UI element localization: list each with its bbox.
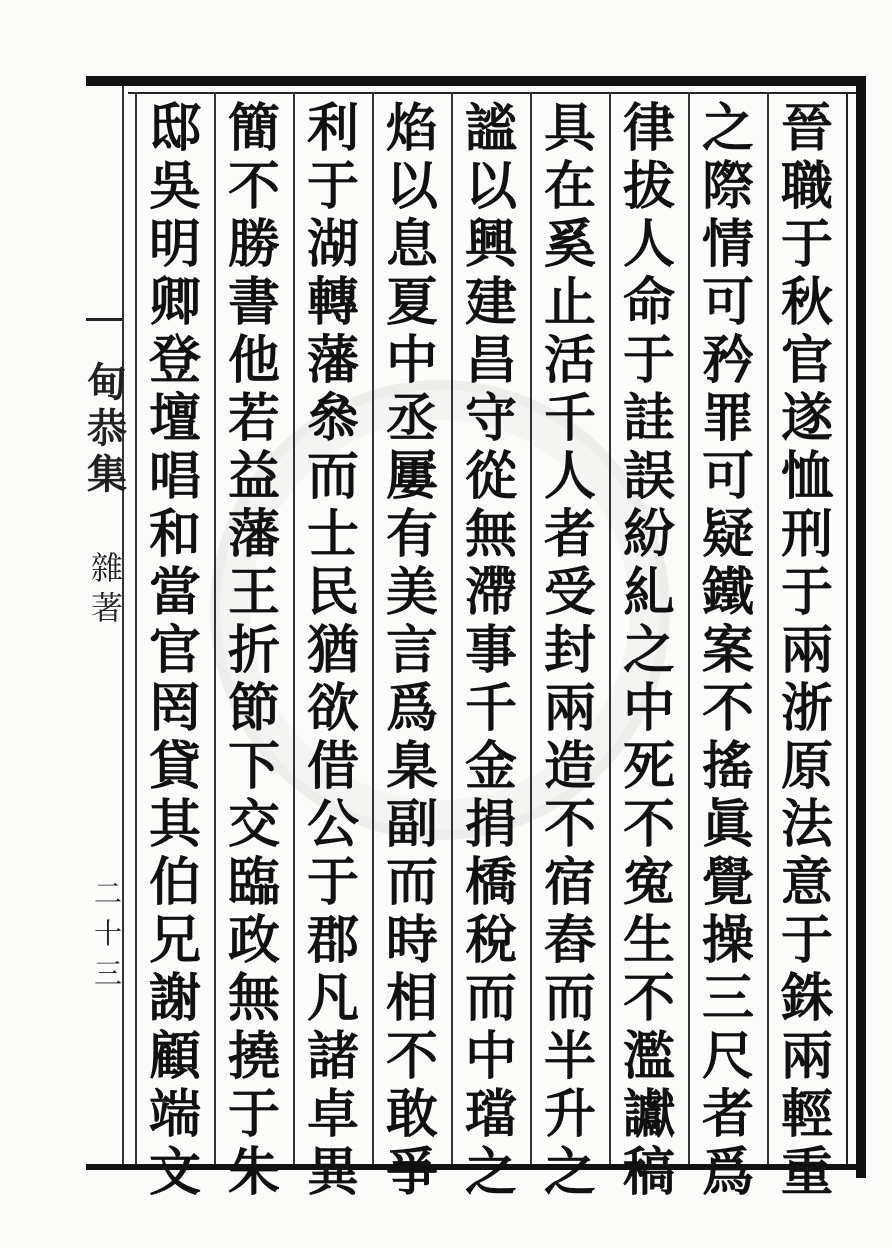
character: 折 [227, 620, 280, 681]
character: 敢 [385, 1084, 438, 1145]
character: 唱 [148, 446, 201, 507]
character: 封 [543, 620, 596, 681]
character: 猶 [306, 620, 359, 681]
character: 士 [306, 504, 359, 565]
character: 死 [622, 736, 675, 797]
character: 凡 [306, 968, 359, 1029]
character: 壇 [148, 388, 201, 449]
character: 受 [543, 562, 596, 623]
character: 案 [701, 620, 754, 681]
character: 副 [385, 794, 438, 855]
text-column [300, 98, 366, 1203]
character: 秋 [780, 272, 833, 333]
frame-border-right [856, 76, 866, 1178]
character: 事 [464, 620, 517, 681]
character: 卿 [148, 272, 201, 333]
character: 半 [543, 1026, 596, 1087]
character: 兩 [780, 1026, 833, 1087]
character: 情 [701, 214, 754, 275]
character: 不 [622, 968, 675, 1029]
character: 于 [780, 562, 833, 623]
column-rule [767, 92, 769, 1164]
margin-title-char: 恭 [87, 405, 127, 452]
character: 明 [148, 214, 201, 275]
character: 言 [385, 620, 438, 681]
margin-section-title [88, 548, 126, 628]
character: 滯 [464, 562, 517, 623]
character: 焰 [385, 98, 438, 159]
character: 卓 [306, 1084, 359, 1145]
character: 詿 [622, 388, 675, 449]
character: 千 [543, 388, 596, 449]
character: 貸 [148, 736, 201, 797]
character: 輕 [780, 1084, 833, 1145]
character: 而 [543, 968, 596, 1029]
character: 者 [701, 1084, 754, 1145]
character: 覺 [701, 852, 754, 913]
character: 浙 [780, 678, 833, 739]
character: 中 [464, 1026, 517, 1087]
character: 官 [780, 330, 833, 391]
character: 刑 [780, 504, 833, 565]
character: 金 [464, 736, 517, 797]
character: 不 [701, 678, 754, 739]
character: 時 [385, 910, 438, 971]
column-rule [372, 92, 374, 1164]
character: 捐 [464, 794, 517, 855]
character: 璫 [464, 1084, 517, 1145]
column-rule [609, 92, 611, 1164]
character: 重 [780, 1142, 833, 1203]
character: 伯 [148, 852, 201, 913]
character: 勝 [227, 214, 280, 275]
margin-page-number: 二十三 [93, 877, 120, 990]
character: 藩 [306, 330, 359, 391]
character: 奚 [543, 214, 596, 275]
character: 以 [464, 156, 517, 217]
character: 者 [543, 504, 596, 565]
character: 拔 [622, 156, 675, 217]
character: 藩 [227, 504, 280, 565]
character: 以 [385, 156, 438, 217]
margin-title-char: 集 [87, 451, 127, 498]
character: 吳 [148, 156, 201, 217]
character: 政 [227, 910, 280, 971]
character: 不 [622, 794, 675, 855]
character: 欲 [306, 678, 359, 739]
character: 湖 [306, 214, 359, 275]
character: 罔 [148, 678, 201, 739]
character: 紛 [622, 504, 675, 565]
character: 美 [385, 562, 438, 623]
frame-border-top [86, 76, 866, 86]
column-rule [451, 92, 453, 1164]
text-column [616, 98, 682, 1203]
character: 官 [148, 620, 201, 681]
character: 借 [306, 736, 359, 797]
character: 他 [227, 330, 280, 391]
character: 爭 [385, 1142, 438, 1203]
character: 無 [464, 504, 517, 565]
character: 三 [701, 968, 754, 1029]
character: 而 [464, 968, 517, 1029]
text-column [379, 98, 445, 1203]
character: 邸 [148, 98, 201, 159]
character: 之 [543, 1142, 596, 1203]
column-rule [214, 92, 216, 1164]
character: 于 [227, 1084, 280, 1145]
character: 利 [306, 98, 359, 159]
margin-title-char: 甸 [87, 359, 127, 406]
character: 矜 [701, 330, 754, 391]
character: 尺 [701, 1026, 754, 1087]
character: 謐 [464, 98, 517, 159]
character: 從 [464, 446, 517, 507]
character: 臨 [227, 852, 280, 913]
character: 于 [622, 330, 675, 391]
character: 宿 [543, 852, 596, 913]
character: 可 [701, 272, 754, 333]
character: 可 [701, 446, 754, 507]
character: 遂 [780, 388, 833, 449]
character: 于 [306, 852, 359, 913]
character: 昌 [464, 330, 517, 391]
character: 升 [543, 1084, 596, 1145]
text-column [537, 98, 603, 1203]
character: 異 [306, 1142, 359, 1203]
character: 之 [622, 620, 675, 681]
column-rule [688, 92, 690, 1164]
character: 不 [227, 156, 280, 217]
character: 兄 [148, 910, 201, 971]
text-column [774, 98, 840, 1203]
character: 諸 [306, 1026, 359, 1087]
character: 公 [306, 794, 359, 855]
character: 生 [622, 910, 675, 971]
character: 爲 [701, 1142, 754, 1203]
character: 之 [701, 98, 754, 159]
character: 在 [543, 156, 596, 217]
character: 糺 [622, 562, 675, 623]
character: 千 [464, 678, 517, 739]
character: 際 [701, 156, 754, 217]
frame-inner-right [846, 92, 848, 1164]
character: 有 [385, 504, 438, 565]
character: 息 [385, 214, 438, 275]
character: 郡 [306, 910, 359, 971]
character: 謝 [148, 968, 201, 1029]
character: 疑 [701, 504, 754, 565]
character: 登 [148, 330, 201, 391]
character: 民 [306, 562, 359, 623]
character: 濫 [622, 1026, 675, 1087]
text-column [142, 98, 208, 1203]
character: 人 [543, 446, 596, 507]
character: 書 [227, 272, 280, 333]
character: 橋 [464, 852, 517, 913]
character: 命 [622, 272, 675, 333]
character: 相 [385, 968, 438, 1029]
character: 活 [543, 330, 596, 391]
character: 意 [780, 852, 833, 913]
column-rule [135, 92, 137, 1164]
character: 誤 [622, 446, 675, 507]
character: 舂 [543, 910, 596, 971]
character: 顧 [148, 1026, 201, 1087]
character: 興 [464, 214, 517, 275]
character: 不 [543, 794, 596, 855]
text-column [458, 98, 524, 1203]
character: 朱 [227, 1142, 280, 1203]
character: 人 [622, 214, 675, 275]
character: 當 [148, 562, 201, 623]
character: 稅 [464, 910, 517, 971]
character: 益 [227, 446, 280, 507]
character: 恤 [780, 446, 833, 507]
character: 交 [227, 794, 280, 855]
character: 叅 [306, 388, 359, 449]
text-column [695, 98, 761, 1203]
character: 不 [385, 1026, 438, 1087]
margin-book-title [88, 360, 126, 498]
character: 撓 [227, 1026, 280, 1087]
character: 操 [701, 910, 754, 971]
character: 轉 [306, 272, 359, 333]
character: 文 [148, 1142, 201, 1203]
column-rule [530, 92, 532, 1164]
character: 具 [543, 98, 596, 159]
character: 律 [622, 98, 675, 159]
character: 眞 [701, 794, 754, 855]
character: 臬 [385, 736, 438, 797]
character: 造 [543, 736, 596, 797]
character: 稿 [622, 1142, 675, 1203]
character: 建 [464, 272, 517, 333]
character: 夏 [385, 272, 438, 333]
character: 寃 [622, 852, 675, 913]
character: 和 [148, 504, 201, 565]
character: 其 [148, 794, 201, 855]
character: 無 [227, 968, 280, 1029]
character: 原 [780, 736, 833, 797]
character: 簡 [227, 98, 280, 159]
character: 于 [780, 214, 833, 275]
character: 之 [464, 1142, 517, 1203]
character: 兩 [780, 620, 833, 681]
character: 屢 [385, 446, 438, 507]
character: 兩 [543, 678, 596, 739]
margin-fishtail-mark [86, 318, 122, 321]
character: 于 [780, 910, 833, 971]
character: 端 [148, 1084, 201, 1145]
character: 若 [227, 388, 280, 449]
character: 中 [622, 678, 675, 739]
character: 下 [227, 736, 280, 797]
character: 守 [464, 388, 517, 449]
character: 讞 [622, 1084, 675, 1145]
column-rule [293, 92, 295, 1164]
character: 銖 [780, 968, 833, 1029]
frame-inner-top [128, 92, 856, 94]
character: 中 [385, 330, 438, 391]
margin-section-char: 著 [90, 589, 123, 627]
character: 止 [543, 272, 596, 333]
character: 搖 [701, 736, 754, 797]
character: 王 [227, 562, 280, 623]
character: 而 [306, 446, 359, 507]
character: 丞 [385, 388, 438, 449]
margin-section-char: 雜 [90, 549, 123, 587]
character: 晉 [780, 98, 833, 159]
character: 罪 [701, 388, 754, 449]
character: 職 [780, 156, 833, 217]
text-column [221, 98, 287, 1203]
character: 鐵 [701, 562, 754, 623]
character: 節 [227, 678, 280, 739]
character: 而 [385, 852, 438, 913]
character: 法 [780, 794, 833, 855]
character: 爲 [385, 678, 438, 739]
character: 于 [306, 156, 359, 217]
